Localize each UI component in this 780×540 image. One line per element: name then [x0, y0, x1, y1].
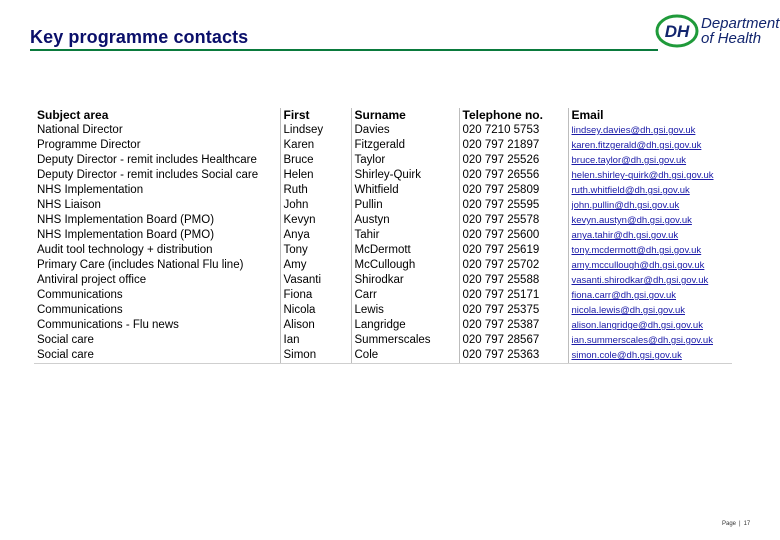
- email-cell[interactable]: ruth.whitfield@dh.gsi.gov.uk: [571, 185, 690, 196]
- header-subject-area: Subject area: [34, 108, 280, 123]
- first-name-cell: Ruth: [280, 183, 351, 198]
- surname-cell: Fitzgerald: [351, 138, 459, 153]
- surname-cell: Austyn: [351, 213, 459, 228]
- email-cell[interactable]: lindsey.davies@dh.gsi.gov.uk: [571, 125, 696, 136]
- surname-cell: Pullin: [351, 198, 459, 213]
- table-row: [34, 153, 732, 168]
- email-cell[interactable]: nicola.lewis@dh.gsi.gov.uk: [571, 305, 685, 316]
- page-title: Key programme contacts: [30, 27, 249, 47]
- subject-area-cell: NHS Implementation Board (PMO): [34, 228, 280, 243]
- surname-cell: Davies: [351, 123, 459, 138]
- contacts-table: [34, 108, 732, 364]
- email-cell[interactable]: bruce.taylor@dh.gsi.gov.uk: [571, 155, 687, 166]
- telephone-cell: 020 797 25526: [459, 153, 568, 168]
- first-name-cell: Alison: [280, 318, 351, 333]
- telephone-cell: 020 797 25171: [459, 288, 568, 303]
- telephone-cell: 020 797 25578: [459, 213, 568, 228]
- telephone-cell: 020 797 25600: [459, 228, 568, 243]
- subject-area-cell: NHS Implementation Board (PMO): [34, 213, 280, 228]
- surname-cell: Lewis: [351, 303, 459, 318]
- telephone-cell: 020 797 25619: [459, 243, 568, 258]
- subject-area-cell: Deputy Director - remit includes Social care: [34, 168, 280, 183]
- email-cell[interactable]: karen.fitzgerald@dh.gsi.gov.uk: [571, 140, 702, 151]
- telephone-cell: 020 797 25702: [459, 258, 568, 273]
- subject-area-cell: Primary Care (includes National Flu line): [34, 258, 280, 273]
- subject-area-cell: NHS Implementation: [34, 183, 280, 198]
- email-cell[interactable]: fiona.carr@dh.gsi.gov.uk: [571, 290, 677, 301]
- first-name-cell: Helen: [280, 168, 351, 183]
- subject-area-cell: Social care: [34, 333, 280, 348]
- title-underline: [30, 49, 658, 51]
- first-name-cell: Vasanti: [280, 273, 351, 288]
- subject-area-cell: Audit tool technology + distribution: [34, 243, 280, 258]
- subject-area-cell: National Director: [34, 123, 280, 138]
- first-name-cell: Amy: [280, 258, 351, 273]
- surname-cell: Carr: [351, 288, 459, 303]
- first-name-cell: Bruce: [280, 153, 351, 168]
- table-row: [34, 228, 732, 243]
- table-row: [34, 333, 732, 348]
- first-name-cell: Anya: [280, 228, 351, 243]
- header-surname: Surname: [351, 108, 459, 123]
- table-row: [34, 258, 732, 273]
- subject-area-cell: Communications: [34, 303, 280, 318]
- table-row: [34, 198, 732, 213]
- first-name-cell: Tony: [280, 243, 351, 258]
- surname-cell: Whitfield: [351, 183, 459, 198]
- telephone-cell: 020 797 25809: [459, 183, 568, 198]
- email-cell[interactable]: anya.tahir@dh.gsi.gov.uk: [571, 230, 679, 241]
- table-row: [34, 183, 732, 198]
- table-row: [34, 303, 732, 318]
- surname-cell: Cole: [351, 348, 459, 364]
- page-number: 17: [743, 521, 751, 527]
- first-name-cell: John: [280, 198, 351, 213]
- first-name-cell: Lindsey: [280, 123, 351, 138]
- telephone-cell: 020 797 25588: [459, 273, 568, 288]
- table-row: [34, 168, 732, 183]
- logo-line-1: Department: [701, 15, 780, 32]
- telephone-cell: 020 7210 5753: [459, 123, 568, 138]
- dh-logo-icon: [655, 14, 699, 48]
- telephone-cell: 020 797 28567: [459, 333, 568, 348]
- page-label: Page: [722, 521, 737, 527]
- first-name-cell: Simon: [280, 348, 351, 364]
- logo-line-2: of Health: [701, 30, 762, 47]
- header-email: Email: [571, 108, 604, 122]
- telephone-cell: 020 797 21897: [459, 138, 568, 153]
- first-name-cell: Karen: [280, 138, 351, 153]
- surname-cell: Taylor: [351, 153, 459, 168]
- email-cell[interactable]: tony.mcdermott@dh.gsi.gov.uk: [571, 245, 702, 256]
- table-row: [34, 318, 732, 333]
- subject-area-cell: Programme Director: [34, 138, 280, 153]
- email-cell[interactable]: amy.mccullough@dh.gsi.gov.uk: [571, 260, 705, 271]
- email-cell[interactable]: john.pullin@dh.gsi.gov.uk: [571, 200, 680, 211]
- email-cell[interactable]: alison.langridge@dh.gsi.gov.uk: [571, 320, 703, 331]
- subject-area-cell: Deputy Director - remit includes Healthcare: [34, 153, 280, 168]
- header-first: First: [280, 108, 351, 123]
- table-row: [34, 243, 732, 258]
- surname-cell: Shirley-Quirk: [351, 168, 459, 183]
- email-cell[interactable]: helen.shirley-quirk@dh.gsi.gov.uk: [571, 170, 714, 181]
- first-name-cell: Ian: [280, 333, 351, 348]
- surname-cell: Tahir: [351, 228, 459, 243]
- page-footer: [722, 521, 750, 527]
- table-row: [34, 123, 732, 138]
- table-header-row: [34, 108, 732, 123]
- subject-area-cell: NHS Liaison: [34, 198, 280, 213]
- email-cell[interactable]: kevyn.austyn@dh.gsi.gov.uk: [571, 215, 692, 226]
- telephone-cell: 020 797 25595: [459, 198, 568, 213]
- telephone-cell: 020 797 25387: [459, 318, 568, 333]
- email-cell[interactable]: ian.summerscales@dh.gsi.gov.uk: [571, 335, 713, 346]
- telephone-cell: 020 797 25363: [459, 348, 568, 364]
- first-name-cell: Nicola: [280, 303, 351, 318]
- first-name-cell: Kevyn: [280, 213, 351, 228]
- surname-cell: Summerscales: [351, 333, 459, 348]
- table-row: [34, 288, 732, 303]
- email-cell[interactable]: vasanti.shirodkar@dh.gsi.gov.uk: [571, 275, 709, 286]
- logo-mark-text: DH: [664, 22, 690, 41]
- logo-text: [701, 16, 779, 46]
- surname-cell: Shirodkar: [351, 273, 459, 288]
- surname-cell: McCullough: [351, 258, 459, 273]
- first-name-cell: Fiona: [280, 288, 351, 303]
- department-of-health-logo: [655, 10, 780, 54]
- footer-separator: |: [739, 521, 741, 527]
- table-row: [34, 273, 732, 288]
- subject-area-cell: Communications - Flu news: [34, 318, 280, 333]
- telephone-cell: 020 797 26556: [459, 168, 568, 183]
- email-cell[interactable]: simon.cole@dh.gsi.gov.uk: [568, 348, 732, 364]
- table-row: [34, 138, 732, 153]
- header-telephone: Telephone no.: [459, 108, 568, 123]
- surname-cell: Langridge: [351, 318, 459, 333]
- subject-area-cell: Communications: [34, 288, 280, 303]
- subject-area-cell: Social care: [34, 348, 280, 364]
- subject-area-cell: Antiviral project office: [34, 273, 280, 288]
- table-row: [34, 348, 732, 364]
- surname-cell: McDermott: [351, 243, 459, 258]
- table-row: [34, 213, 732, 228]
- telephone-cell: 020 797 25375: [459, 303, 568, 318]
